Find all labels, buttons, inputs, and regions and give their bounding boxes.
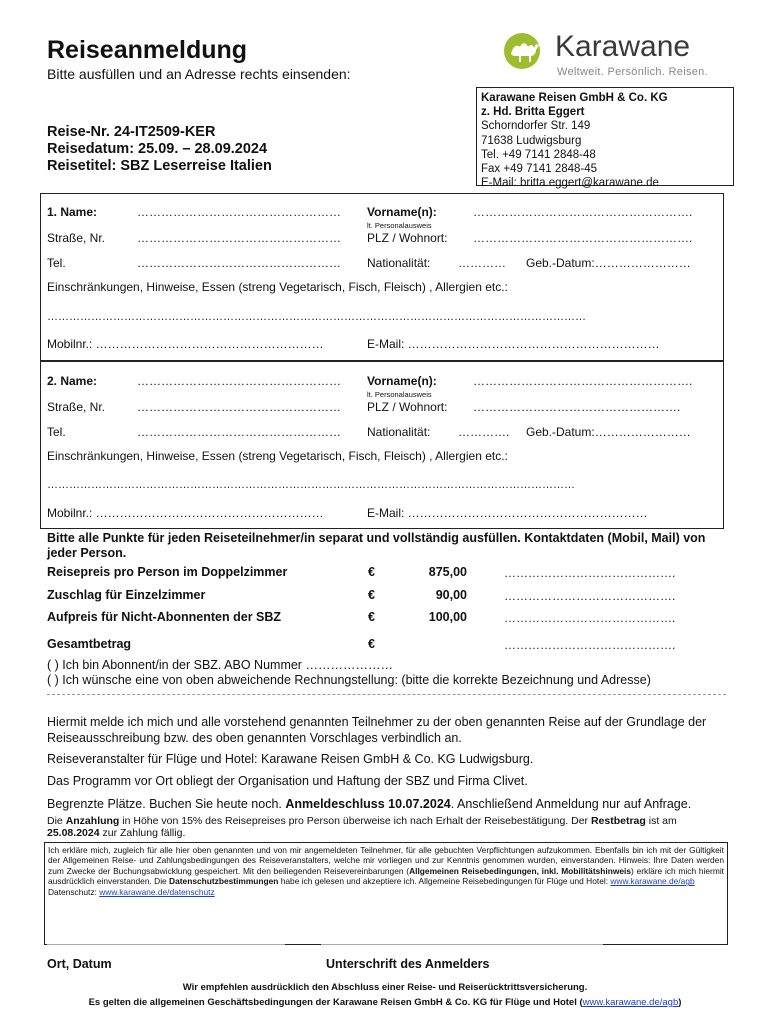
price-amount: 100,00 — [428, 610, 467, 624]
currency-symbol: € — [368, 565, 375, 579]
camel-logo-icon — [503, 32, 551, 70]
zip-field[interactable]: ………………………………………………. — [473, 231, 693, 245]
restrictions-field[interactable]: ……………………………………………………………………………………………………………………………… — [47, 479, 575, 491]
tel-label: Tel. — [47, 425, 66, 439]
street-label: Straße, Nr. — [47, 231, 106, 245]
legal-text: habe ich gelesen und akzeptiere ich. Allgemeine Reisebedingungen für Flüge und Hotel: — [278, 876, 611, 887]
abo-option[interactable]: ( ) Ich bin Abonnent/in der SBZ. ABO Nummer ………………… — [47, 658, 393, 672]
id-note: lt. Personalausweis — [367, 390, 432, 399]
deadline-paragraph — [47, 796, 727, 812]
address-line: Schorndorfer Str. 149 — [481, 120, 591, 133]
nationality-field[interactable]: …………. — [458, 425, 510, 439]
price-field[interactable]: ……………………………………. — [504, 566, 676, 580]
footer-terms-text: Es gelten die allgemeinen Geschäftsbedingungen der Karawane Reisen GmbH & Co. KG für Flüge und Hotel ( — [88, 997, 583, 1008]
payment-text: zur Zahlung fällig. — [99, 827, 186, 839]
page-title: Reiseanmeldung — [47, 36, 248, 64]
price-row-label: Zuschlag für Einzelzimmer — [47, 588, 206, 602]
trip-number: Reise-Nr. 24-IT2509-KER — [47, 124, 216, 140]
program-paragraph: Das Programm vor Ort obliegt der Organisation und Haftung der SBZ und Firma Clivet. — [47, 774, 528, 788]
trip-date: Reisedatum: 25.09. – 28.09.2024 — [47, 141, 268, 157]
birthdate-field[interactable]: Geb.-Datum:…………………… — [526, 256, 691, 270]
organizer-paragraph: Reiseveranstalter für Flüge und Hotel: Karawane Reisen GmbH & Co. KG Ludwigsburg. — [47, 752, 534, 766]
mobile-field[interactable]: Mobilnr.: ………………………………………………… — [47, 337, 324, 351]
firstname-label: Vorname(n): — [367, 374, 437, 388]
legal-text: Ich erkläre mich, zugleich für alle hier oben genannten und von mir angemeldeten Teilnehmer, für alle gebuchten Verpflichtungen aufzukommen. Ebenfalls bin ich mit der Gültigkeit der Allgemeinen Reise- und Zahlungsbedingungen des Reiseveranstalters, welche mir vorliegen und zur Kenntnis genommen wurden, einverstanden. Hinweis: Ihre Daten werden zum Zwecke der Buchungsabwicklung gespeichert. Mit den beiliegenden Reisevereinbarungen ( — [48, 845, 724, 876]
deadline-date: Anmeldeschluss 10.07.2024 — [285, 797, 451, 811]
id-note: lt. Personalausweis — [367, 221, 432, 230]
address-line: Tel. +49 7141 2848-48 — [481, 148, 596, 161]
company-logo — [503, 30, 713, 80]
zip-field[interactable]: ……………………………………………. — [473, 400, 681, 414]
street-label: Straße, Nr. — [47, 400, 106, 414]
deadline-text: . Anschließend Anmeldung nur auf Anfrage. — [450, 797, 692, 811]
footer-terms-end: ) — [678, 997, 682, 1008]
footer-agb-link[interactable]: www.karawane.de/agb — [582, 997, 679, 1008]
name-field[interactable]: …………………………………………… — [137, 205, 341, 219]
payment-text: ist am — [645, 815, 677, 827]
participant-1-box — [40, 193, 724, 361]
payment-bold: Anzahlung — [65, 815, 120, 827]
street-field[interactable]: …………………………………………… — [137, 400, 341, 414]
privacy-link[interactable]: www.karawane.de/datenschutz — [99, 886, 215, 897]
restrictions-field[interactable]: ………………………………………………………………………………………………………………………………… — [47, 311, 586, 323]
nationality-label: Nationalität: — [367, 425, 431, 439]
payment-bold: 25.08.2024 — [47, 827, 100, 839]
zip-label: PLZ / Wohnort: — [367, 231, 448, 245]
price-row-label: Aufpreis für Nicht-Abonnenten der SBZ — [47, 610, 282, 624]
payment-paragraph — [47, 815, 727, 839]
price-amount: 875,00 — [428, 565, 467, 579]
agb-link[interactable]: www.karawane.de/agb — [610, 876, 695, 887]
payment-text: Die — [47, 815, 66, 827]
nationality-field[interactable]: ………… — [458, 256, 506, 270]
price-amount: 90,00 — [435, 588, 467, 602]
zip-label: PLZ / Wohnort: — [367, 400, 448, 414]
currency-symbol: € — [368, 610, 375, 624]
legal-text: ) erkläre ich mich hiermit ausdrücklich einverstanden. Die — [48, 865, 725, 887]
price-row-label: Gesamtbetrag — [47, 637, 132, 651]
email-field[interactable]: E-Mail: …………………………………………………… — [367, 506, 648, 520]
email-field[interactable]: E-Mail: ……………………………………………………… — [367, 337, 660, 351]
firstname-field[interactable]: ………………………………………………. — [473, 205, 693, 219]
place-date-label: Ort, Datum — [47, 957, 112, 971]
firstname-field[interactable]: ………………………………………………. — [473, 374, 693, 388]
currency-symbol: € — [368, 637, 375, 651]
billing-option[interactable]: ( ) Ich wünsche eine von oben abweichende Rechnungstellung: (bitte die korrekte Bezeichnung und Adresse) — [47, 673, 651, 687]
signature-label: Unterschrift des Anmelders — [326, 957, 490, 971]
divider — [47, 694, 726, 695]
price-field[interactable]: ……………………………………. — [504, 589, 676, 603]
address-box — [476, 87, 734, 190]
price-row-label: Reisepreis pro Person im Doppelzimmer — [47, 565, 288, 579]
registration-paragraph: Hiermit melde ich mich und alle vorstehend genannten Teilnehmer zu der oben genannten Reise auf der Grundlage der Reiseausschreibung bzw. des oben genannten Vorschlages verbindlich an. — [47, 715, 707, 745]
footer-terms — [0, 997, 770, 1008]
restrictions-label: Einschränkungen, Hinweise, Essen (streng Vegetarisch, Fisch, Fleisch) , Allergien etc.: — [47, 449, 508, 463]
payment-bold: Restbetrag — [590, 815, 646, 827]
firstname-label: Vorname(n): — [367, 205, 437, 219]
price-field[interactable]: ……………………………………. — [504, 611, 676, 625]
legal-box — [44, 842, 728, 945]
nationality-label: Nationalität: — [367, 256, 431, 270]
deadline-text: Begrenzte Plätze. Buchen Sie heute noch. — [47, 797, 286, 811]
name-label: 2. Name: — [47, 374, 98, 388]
street-field[interactable]: …………………………………………… — [137, 231, 341, 245]
legal-text: Datenschutz: — [48, 886, 100, 897]
mobile-field[interactable]: Mobilnr.: ………………………………………………… — [47, 506, 324, 520]
logo-brand: Karawane — [555, 30, 691, 63]
price-field[interactable]: ……………………………………. — [504, 638, 676, 652]
address-line: z. Hd. Britta Eggert — [481, 106, 585, 119]
legal-bold: Datenschutzbestimmungen — [169, 876, 279, 887]
trip-info — [47, 124, 272, 175]
legal-bold: Allgemeinen Reisebedingungen, inkl. Mobilitätshinweis — [409, 865, 632, 876]
instruction-text: Bitte alle Punkte für jeden Reiseteilnehmer/in separat und vollständig ausfüllen. Kontaktdaten (Mobil, Mail) von jeder Person. — [47, 531, 706, 560]
tel-field[interactable]: …………………………………………… — [137, 425, 341, 439]
address-line: E-Mail: britta.eggert@karawane.de — [481, 177, 659, 190]
tel-field[interactable]: …………………………………………… — [137, 256, 341, 270]
birthdate-field[interactable]: Geb.-Datum:…………………… — [526, 425, 691, 439]
payment-text: in Höhe von 15% des Reisepreises pro Person überweise ich nach Erhalt der Reisebestätigung. Der — [119, 815, 591, 827]
place-date-line[interactable] — [47, 944, 285, 945]
address-line: Fax +49 7141 2848-45 — [481, 163, 598, 176]
address-line: Karawane Reisen GmbH & Co. KG — [481, 92, 668, 104]
address-line: 71638 Ludwigsburg — [481, 134, 582, 147]
participant-2-box — [40, 361, 724, 529]
trip-title: Reisetitel: SBZ Leserreise Italien — [47, 158, 272, 174]
logo-tagline: Weltweit. Persönlich. Reisen. — [557, 66, 708, 78]
page-subtitle: Bitte ausfüllen und an Adresse rechts einsenden: — [47, 66, 351, 82]
currency-symbol: € — [368, 588, 375, 602]
signature-line[interactable] — [321, 944, 603, 945]
name-field[interactable]: …………………………………………… — [137, 374, 341, 388]
footer-insurance: Wir empfehlen ausdrücklich den Abschluss einer Reise- und Reiserücktrittsversicherung. — [182, 982, 588, 993]
restrictions-label: Einschränkungen, Hinweise, Essen (streng Vegetarisch, Fisch, Fleisch) , Allergien etc.: — [47, 280, 508, 294]
tel-label: Tel. — [47, 256, 66, 270]
name-label: 1. Name: — [47, 205, 98, 219]
